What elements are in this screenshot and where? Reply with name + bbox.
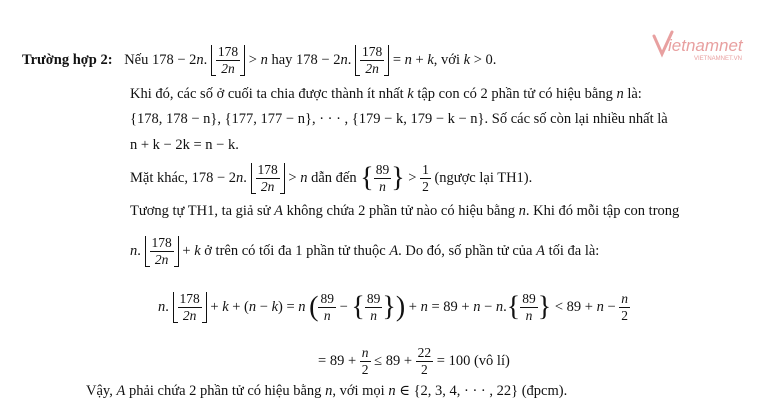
math-k: k: [463, 52, 471, 68]
math-n: n: [495, 299, 504, 315]
text-line: Mặt khác, 178 − 2n. $\frac{178}{2n}$ > n dẫn đến { $\frac{89}{n}$ } > $\frac{1}{2}$ (ngược lại TH1).: [130, 162, 533, 195]
math-A: A: [536, 243, 545, 259]
frac-num: 178: [216, 45, 240, 61]
frac-num: 89: [520, 292, 538, 308]
math-n: n: [248, 299, 257, 315]
vietnamnet-logo: [652, 28, 770, 64]
text-khong-chua: không chứa 2 phần tử nào có hiệu bằng: [286, 203, 515, 219]
math-n: n: [158, 299, 166, 315]
math-178: 178: [151, 52, 174, 68]
math-n: n: [388, 383, 396, 399]
frac-num: 89: [318, 292, 336, 308]
text-so-con-lai: . Số các số còn lại nhiều nhất là: [484, 111, 668, 127]
math-n: n: [420, 299, 428, 315]
floor-bracket: [355, 45, 389, 76]
frac-den: n: [323, 308, 331, 324]
math-n: n: [260, 52, 268, 68]
math-A: A: [274, 203, 284, 219]
math-89: 89: [329, 353, 345, 369]
frac-num: 178: [360, 45, 384, 61]
text-vo-li: = 100 (vô lí): [436, 353, 510, 369]
math-n: n: [298, 299, 306, 315]
math-A: A: [389, 243, 399, 259]
frac-den: 2n: [154, 252, 169, 268]
text-line: [130, 87, 642, 102]
text-dan-den: dẫn đến: [311, 170, 357, 186]
math-n: n: [236, 170, 244, 186]
text-voi: , với: [433, 52, 460, 68]
text-la: là:: [627, 86, 642, 102]
math-k: k: [194, 243, 201, 259]
text-do-do: . Do đó, số phần tử của: [398, 243, 533, 259]
text-hay: hay: [271, 52, 293, 68]
math-k: k: [427, 52, 434, 68]
math-n: n: [325, 383, 333, 399]
frac-num: n: [360, 346, 371, 362]
equation-line-2: = 89 + $\frac{n}{2}$ ≤ 89 + $\frac{22}{2}$ = 100 (vô lí): [318, 345, 510, 378]
floor-bracket: [251, 163, 285, 194]
frac-den: n: [379, 179, 386, 195]
frac-den: 2n: [260, 179, 275, 195]
frac-den: 2: [421, 362, 428, 378]
math-n: n: [473, 299, 481, 315]
math-n: n: [616, 86, 624, 102]
math-89: 89: [443, 299, 458, 315]
math-k: k: [222, 299, 229, 315]
floor-bracket: [173, 292, 207, 323]
floor-bracket: [211, 45, 245, 76]
math-89: 89: [566, 299, 582, 315]
text-nguoc-lai: (ngược lại TH1).: [434, 170, 533, 186]
logo-text: ietnamnet: [668, 36, 743, 55]
text-tuong-tu: Tương tự TH1, ta giả sử: [130, 203, 271, 219]
frac-den: 2n: [221, 61, 235, 77]
text-tap-con: tập con có 2 phần tử có hiệu bằng: [417, 86, 613, 102]
frac-den: 2: [621, 308, 628, 324]
text-vay: Vậy,: [86, 383, 113, 399]
text-o-tren: ở trên có tối đa 1 phần tử thuộc: [204, 243, 386, 259]
frac-num: 178: [256, 163, 280, 179]
frac-num: 22: [416, 346, 434, 362]
text-phai-chua: phải chứa 2 phần tử có hiệu bằng: [128, 383, 322, 399]
text-dpcm: (đpcm).: [521, 383, 568, 399]
text-mat-khac: Mặt khác,: [130, 170, 188, 186]
math-178: 178: [296, 52, 318, 68]
logo-subtext: VIETNAMNET.VN: [694, 56, 743, 62]
math-178: 178: [191, 170, 214, 186]
math-n: n: [404, 52, 412, 68]
conclusion-line: Vậy, A phải chứa 2 phần tử có hiệu bằng n, với mọi n ∈ {2, 3, 4, · · · , 22} (đpcm).: [86, 383, 568, 399]
math-A: A: [116, 383, 126, 399]
math-n: n: [300, 170, 308, 186]
pair-set-list: {178, 178 − n}, {177, 177 − n}, · · · , {179 − k, 179 − k − n}: [130, 111, 485, 127]
text-line: [130, 204, 679, 219]
math-k: k: [407, 86, 414, 102]
frac-num: 1: [420, 163, 431, 179]
text-khi-do: Khi đó, các số ở cuối ta chia được thành ít nhất: [130, 86, 404, 102]
text-neu: Nếu: [124, 52, 149, 68]
frac-num: 89: [374, 163, 392, 179]
text-voi-moi: , với mọi: [332, 383, 385, 399]
math-n: n: [196, 52, 204, 68]
floor-bracket: [145, 236, 179, 267]
math-89: 89: [385, 353, 401, 369]
case-heading: Trường hợp 2:: [22, 52, 113, 68]
frac-num: 178: [178, 292, 202, 308]
frac-num: 89: [365, 292, 383, 308]
math-n: n: [340, 52, 348, 68]
frac-den: 2: [361, 362, 369, 378]
frac-den: 2n: [182, 308, 197, 324]
math-k: k: [271, 299, 279, 315]
frac-den: n: [370, 308, 377, 324]
math-n: n: [596, 299, 604, 315]
frac-den: n: [525, 308, 533, 324]
text-line: [130, 138, 239, 153]
frac-num: n: [619, 292, 630, 308]
text-line: n. $\frac{178}{2n}$ + k ở trên có tối đa 1 phần tử thuộc A. Do đó, số phần tử của A tối đa là:: [130, 235, 600, 268]
math-n: n: [130, 243, 138, 259]
frac-num: 178: [150, 236, 174, 252]
frac-den: 2n: [365, 61, 379, 77]
math-remaining: n + k − 2k = n − k.: [130, 137, 239, 153]
text-khi-do-moi: . Khi đó mỗi tập con trong: [525, 203, 680, 219]
math-n: n: [518, 203, 526, 219]
math-set-n: {2, 3, 4, · · · , 22}: [413, 383, 519, 399]
case-2-line: Trường hợp 2: Nếu 178 − 2n. $\frac{178}{2n}$ > n hay 178 − 2n. $\frac{178}{2n}$ = n + k, với k > 0.: [22, 44, 497, 77]
frac-den: 2: [422, 179, 429, 195]
equation-line-1: n. $\frac{178}{2n}$ + k + (n − k) = n ( $\frac{89}{n}$ − { $\frac{89}{n}$ }) + n = 89 + n − n.{ $\frac{89}{n}$ } < 89 + n − $\frac{n}{2}$: [158, 291, 628, 324]
text-line: [130, 112, 668, 127]
vietnamnet-logo-icon: [652, 28, 770, 64]
text-toi-da: tối đa là:: [548, 243, 600, 259]
